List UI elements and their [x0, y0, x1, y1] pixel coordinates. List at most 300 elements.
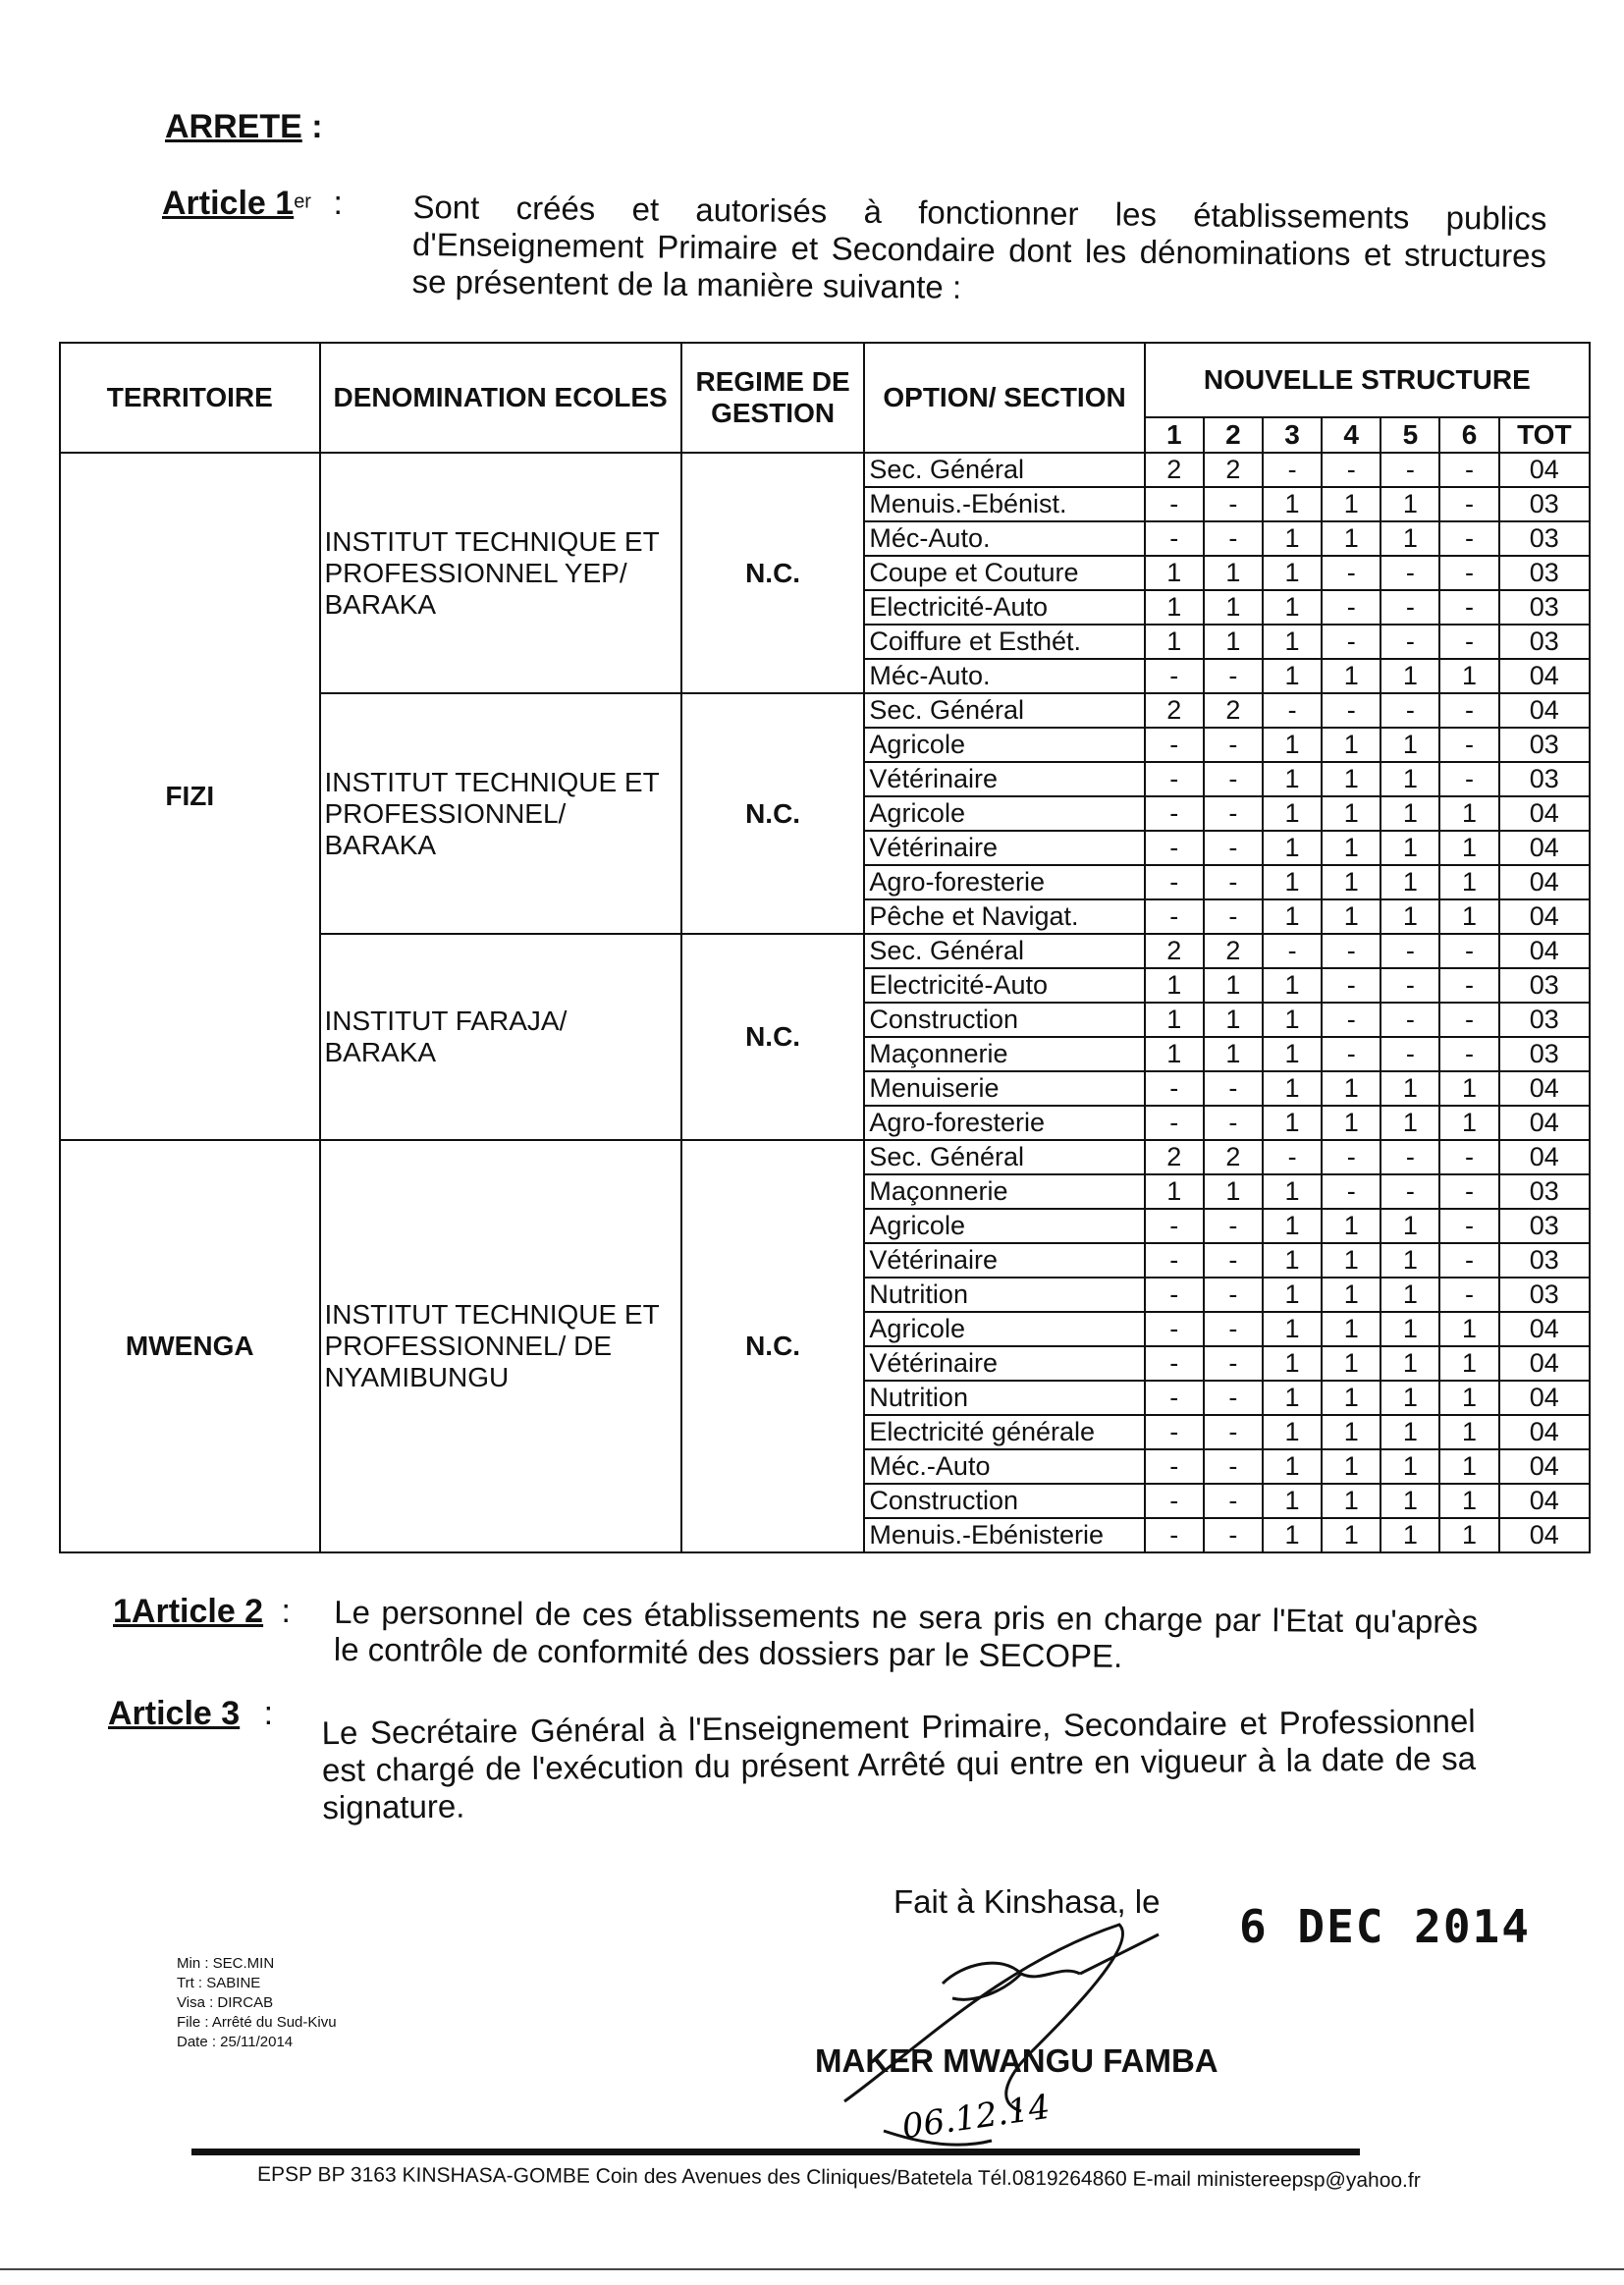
option-cell: Agricole [864, 796, 1144, 831]
structure-cell: 1 [1380, 728, 1439, 762]
structure-cell: 1 [1263, 1037, 1322, 1071]
structure-cell: 1 [1380, 1381, 1439, 1415]
structure-cell: 1 [1439, 1415, 1498, 1449]
table-row [60, 1140, 1590, 1174]
structure-cell: 1 [1263, 1243, 1322, 1278]
option-cell: Sec. Général [864, 934, 1144, 968]
header-col-4: 4 [1322, 417, 1380, 453]
handwritten-signature [825, 1905, 1237, 2160]
structure-cell: - [1439, 1037, 1498, 1071]
structure-cell: - [1439, 728, 1498, 762]
option-cell: Sec. Général [864, 453, 1144, 487]
header-denomination: DENOMINATION ECOLES [320, 343, 681, 453]
structure-cell: 1 [1322, 1484, 1380, 1518]
structure-cell: - [1145, 1381, 1204, 1415]
structure-cell: - [1204, 762, 1263, 796]
option-cell: Agro-foresterie [864, 865, 1144, 899]
reference-min: Min : SEC.MIN [177, 1955, 275, 1972]
option-cell: Vétérinaire [864, 1346, 1144, 1381]
structure-cell: - [1145, 1209, 1204, 1243]
structure-cell: 1 [1263, 1484, 1322, 1518]
header-col-3: 3 [1263, 417, 1322, 453]
footer-rule [191, 2149, 1360, 2155]
page-bottom-rule [0, 2268, 1624, 2270]
structure-cell: 1 [1439, 659, 1498, 693]
total-cell: 04 [1499, 1346, 1590, 1381]
total-cell: 03 [1499, 1003, 1590, 1037]
article-3-text: Le Secrétaire Général à l'Enseignement Primaire, Secondaire et Professionnel est chargé de l'exécution du présent Arrêté qui entre en vigueur à la date de sa signature. [321, 1702, 1477, 1826]
total-cell: 04 [1499, 1449, 1590, 1484]
structure-cell: 1 [1145, 1174, 1204, 1209]
structure-cell: - [1145, 1346, 1204, 1381]
table-body [60, 453, 1590, 1552]
header-option: OPTION/ SECTION [864, 343, 1144, 453]
structure-cell: 1 [1145, 968, 1204, 1003]
total-cell: 04 [1499, 865, 1590, 899]
territory-cell: MWENGA [60, 1140, 320, 1552]
option-cell: Méc-Auto. [864, 659, 1144, 693]
total-cell: 03 [1499, 1174, 1590, 1209]
structure-cell: - [1204, 1449, 1263, 1484]
structure-cell: 1 [1380, 762, 1439, 796]
header-structure: NOUVELLE STRUCTURE [1145, 343, 1590, 417]
structure-cell: 1 [1322, 1518, 1380, 1552]
total-cell: 04 [1499, 1071, 1590, 1106]
structure-cell: - [1380, 968, 1439, 1003]
structure-cell: - [1439, 934, 1498, 968]
structure-cell: - [1380, 590, 1439, 625]
total-cell: 03 [1499, 1209, 1590, 1243]
structure-cell: 1 [1439, 1346, 1498, 1381]
total-cell: 03 [1499, 590, 1590, 625]
structure-cell: 2 [1204, 1140, 1263, 1174]
structure-cell: - [1322, 1003, 1380, 1037]
structure-cell: 1 [1145, 1037, 1204, 1071]
structure-cell: - [1439, 521, 1498, 556]
structure-cell: 1 [1263, 1346, 1322, 1381]
option-cell: Coupe et Couture [864, 556, 1144, 590]
structure-cell: 1 [1263, 1106, 1322, 1140]
option-cell: Menuis.-Ebénist. [864, 487, 1144, 521]
structure-cell: - [1439, 625, 1498, 659]
structure-cell: - [1204, 865, 1263, 899]
structure-cell: - [1204, 1518, 1263, 1552]
structure-cell: - [1204, 521, 1263, 556]
structure-cell: - [1263, 453, 1322, 487]
header-col-1: 1 [1145, 417, 1204, 453]
school-name-cell: INSTITUT TECHNIQUE ET PROFESSIONNEL/ DE NYAMIBUNGU [320, 1140, 681, 1552]
structure-cell: - [1204, 1312, 1263, 1346]
structure-cell: 1 [1380, 659, 1439, 693]
structure-cell: 1 [1380, 1518, 1439, 1552]
stamp-date: 6 DEC 2014 [1239, 1900, 1531, 1953]
structure-cell: 1 [1263, 659, 1322, 693]
structure-cell: - [1204, 1243, 1263, 1278]
structure-cell: - [1322, 590, 1380, 625]
total-cell: 04 [1499, 693, 1590, 728]
total-cell: 04 [1499, 1140, 1590, 1174]
document-heading [165, 108, 323, 146]
structure-cell: - [1380, 1140, 1439, 1174]
structure-cell: 2 [1204, 934, 1263, 968]
structure-cell: 1 [1322, 831, 1380, 865]
structure-cell: - [1263, 693, 1322, 728]
structure-cell: 1 [1322, 865, 1380, 899]
header-col-2: 2 [1204, 417, 1263, 453]
structure-cell: 1 [1439, 1071, 1498, 1106]
total-cell: 04 [1499, 659, 1590, 693]
structure-cell: - [1145, 796, 1204, 831]
structure-cell: - [1380, 453, 1439, 487]
regime-cell: N.C. [681, 934, 865, 1140]
structure-cell: - [1204, 1381, 1263, 1415]
reference-trt: Trt : SABINE [177, 1975, 261, 1991]
structure-cell: 1 [1263, 899, 1322, 934]
article-2-label: 1Article 2 [113, 1593, 264, 1630]
total-cell: 03 [1499, 728, 1590, 762]
structure-cell: 1 [1380, 1346, 1439, 1381]
reference-date: Date : 25/11/2014 [177, 2034, 294, 2050]
article-2-colon: : [281, 1593, 291, 1630]
structure-cell: 1 [1439, 1106, 1498, 1140]
structure-cell: 1 [1322, 659, 1380, 693]
structure-cell: 1 [1322, 1243, 1380, 1278]
structure-cell: - [1380, 934, 1439, 968]
article-3-label: Article 3 [108, 1695, 241, 1732]
structure-cell: 1 [1322, 1278, 1380, 1312]
structure-cell: 1 [1380, 831, 1439, 865]
structure-cell: 1 [1322, 762, 1380, 796]
regime-cell: N.C. [681, 453, 865, 693]
structure-cell: - [1145, 865, 1204, 899]
structure-cell: - [1439, 1243, 1498, 1278]
option-cell: Maçonnerie [864, 1037, 1144, 1071]
total-cell: 04 [1499, 831, 1590, 865]
heading-colon: : [311, 108, 323, 145]
structure-cell: - [1439, 693, 1498, 728]
structure-cell: - [1204, 728, 1263, 762]
structure-cell: 1 [1380, 1071, 1439, 1106]
structure-cell: 1 [1380, 1243, 1439, 1278]
establishments-table [59, 342, 1591, 1553]
structure-cell: - [1439, 1209, 1498, 1243]
structure-cell: 2 [1145, 453, 1204, 487]
structure-cell: - [1145, 1312, 1204, 1346]
option-cell: Electricité-Auto [864, 968, 1144, 1003]
reference-file: File : Arrêté du Sud-Kivu [177, 2014, 337, 2031]
structure-cell: 1 [1439, 1484, 1498, 1518]
total-cell: 04 [1499, 1381, 1590, 1415]
structure-cell: 1 [1263, 556, 1322, 590]
article-1-sup: er [294, 190, 311, 213]
reference-block [177, 1954, 337, 2052]
structure-cell: 1 [1204, 556, 1263, 590]
structure-cell: 1 [1145, 1003, 1204, 1037]
structure-cell: 1 [1263, 968, 1322, 1003]
structure-cell: - [1204, 1209, 1263, 1243]
structure-cell: 1 [1322, 521, 1380, 556]
structure-cell: 1 [1322, 1381, 1380, 1415]
option-cell: Electricité-Auto [864, 590, 1144, 625]
structure-cell: - [1380, 1037, 1439, 1071]
structure-cell: 1 [1263, 1381, 1322, 1415]
total-cell: 04 [1499, 1415, 1590, 1449]
structure-cell: 1 [1145, 590, 1204, 625]
structure-cell: 1 [1380, 1449, 1439, 1484]
structure-cell: - [1322, 556, 1380, 590]
option-cell: Coiffure et Esthét. [864, 625, 1144, 659]
structure-cell: 1 [1263, 487, 1322, 521]
header-col-tot: TOT [1499, 417, 1590, 453]
article-2-text: Le personnel de ces établissements ne sera pris en charge par l'Etat qu'après le contrôle de conformité des dossiers par le SECOPE. [333, 1593, 1479, 1674]
structure-cell: 1 [1380, 899, 1439, 934]
structure-cell: 1 [1145, 556, 1204, 590]
structure-cell: - [1145, 762, 1204, 796]
structure-cell: 1 [1204, 1174, 1263, 1209]
structure-cell: 1 [1322, 1346, 1380, 1381]
signature-place: Fait à Kinshasa, le [893, 1883, 1161, 1920]
structure-cell: - [1439, 590, 1498, 625]
signatory-name: MAKER MWANGU FAMBA [815, 2042, 1218, 2079]
structure-cell: - [1322, 1140, 1380, 1174]
structure-cell: 1 [1322, 1415, 1380, 1449]
structure-cell: - [1322, 453, 1380, 487]
structure-cell: - [1322, 1037, 1380, 1071]
regime-cell: N.C. [681, 1140, 865, 1552]
structure-cell: 1 [1263, 1312, 1322, 1346]
option-cell: Méc-Auto. [864, 521, 1144, 556]
total-cell: 03 [1499, 1037, 1590, 1071]
structure-cell: 1 [1263, 625, 1322, 659]
option-cell: Méc.-Auto [864, 1449, 1144, 1484]
structure-cell: - [1439, 1003, 1498, 1037]
structure-cell: - [1145, 1449, 1204, 1484]
article-1-colon: : [333, 185, 343, 222]
structure-cell: 2 [1204, 453, 1263, 487]
structure-cell: - [1145, 1071, 1204, 1106]
structure-cell: - [1439, 487, 1498, 521]
structure-cell: - [1204, 1415, 1263, 1449]
structure-cell: 1 [1380, 1209, 1439, 1243]
structure-cell: 1 [1204, 1037, 1263, 1071]
total-cell: 04 [1499, 796, 1590, 831]
structure-cell: 1 [1439, 1381, 1498, 1415]
structure-cell: 1 [1263, 1209, 1322, 1243]
header-territoire: TERRITOIRE [60, 343, 320, 453]
article-3-colon: : [263, 1695, 274, 1732]
structure-cell: 1 [1263, 590, 1322, 625]
structure-cell: 1 [1263, 831, 1322, 865]
structure-cell: 1 [1322, 1106, 1380, 1140]
structure-cell: - [1204, 1278, 1263, 1312]
total-cell: 04 [1499, 453, 1590, 487]
total-cell: 03 [1499, 762, 1590, 796]
school-name-cell: INSTITUT FARAJA/ BARAKA [320, 934, 681, 1140]
structure-cell: 1 [1204, 590, 1263, 625]
structure-cell: 1 [1322, 796, 1380, 831]
territory-cell: FIZI [60, 453, 320, 1140]
structure-cell: 1 [1439, 1449, 1498, 1484]
structure-cell: - [1439, 453, 1498, 487]
structure-cell: 1 [1322, 1449, 1380, 1484]
structure-cell: 1 [1263, 762, 1322, 796]
school-name-cell: INSTITUT TECHNIQUE ET PROFESSIONNEL YEP/ BARAKA [320, 453, 681, 693]
structure-cell: - [1204, 899, 1263, 934]
table-row [60, 453, 1590, 487]
structure-cell: - [1204, 1346, 1263, 1381]
structure-cell: - [1145, 1106, 1204, 1140]
structure-cell: - [1204, 1106, 1263, 1140]
option-cell: Sec. Général [864, 1140, 1144, 1174]
option-cell: Nutrition [864, 1381, 1144, 1415]
structure-cell: - [1322, 968, 1380, 1003]
article-1-text: Sont créés et autorisés à fonctionner les établissements publics d'Enseignement Primaire et Secondaire dont les dénominations et structures se présentent de la manière suivante : [411, 188, 1547, 305]
structure-cell: - [1380, 1174, 1439, 1209]
structure-cell: 1 [1439, 865, 1498, 899]
header-col-5: 5 [1380, 417, 1439, 453]
total-cell: 04 [1499, 1518, 1590, 1552]
total-cell: 03 [1499, 521, 1590, 556]
option-cell: Vétérinaire [864, 831, 1144, 865]
total-cell: 04 [1499, 899, 1590, 934]
structure-cell: 1 [1439, 1312, 1498, 1346]
article-2-label-block [113, 1593, 291, 1631]
total-cell: 04 [1499, 1106, 1590, 1140]
structure-cell: - [1204, 1071, 1263, 1106]
structure-cell: 1 [1263, 1415, 1322, 1449]
option-cell: Agricole [864, 1312, 1144, 1346]
structure-cell: - [1439, 556, 1498, 590]
total-cell: 03 [1499, 1278, 1590, 1312]
structure-cell: 1 [1380, 521, 1439, 556]
structure-cell: - [1204, 796, 1263, 831]
structure-cell: 1 [1380, 1484, 1439, 1518]
school-name-cell: INSTITUT TECHNIQUE ET PROFESSIONNEL/ BARAKA [320, 693, 681, 934]
structure-cell: 1 [1322, 1312, 1380, 1346]
total-cell: 03 [1499, 1243, 1590, 1278]
structure-cell: 1 [1322, 1209, 1380, 1243]
structure-cell: - [1263, 934, 1322, 968]
option-cell: Electricité générale [864, 1415, 1144, 1449]
structure-cell: - [1439, 968, 1498, 1003]
structure-cell: 2 [1145, 934, 1204, 968]
structure-cell: 1 [1263, 728, 1322, 762]
reference-visa: Visa : DIRCAB [177, 1994, 274, 2011]
structure-cell: - [1439, 1174, 1498, 1209]
structure-cell: - [1380, 1003, 1439, 1037]
structure-cell: 1 [1380, 1278, 1439, 1312]
structure-cell: - [1145, 521, 1204, 556]
structure-cell: - [1145, 487, 1204, 521]
structure-cell: 1 [1263, 796, 1322, 831]
header-regime: REGIME DE GESTION [681, 343, 865, 453]
heading-title: ARRETE [165, 108, 302, 145]
structure-cell: 1 [1204, 968, 1263, 1003]
structure-cell: 1 [1145, 625, 1204, 659]
total-cell: 04 [1499, 934, 1590, 968]
total-cell: 03 [1499, 556, 1590, 590]
structure-cell: 1 [1380, 796, 1439, 831]
structure-cell: - [1439, 1278, 1498, 1312]
structure-cell: 1 [1380, 1106, 1439, 1140]
structure-cell: 1 [1263, 1071, 1322, 1106]
total-cell: 04 [1499, 1484, 1590, 1518]
option-cell: Agro-foresterie [864, 1106, 1144, 1140]
structure-cell: - [1439, 1140, 1498, 1174]
structure-cell: 1 [1439, 831, 1498, 865]
structure-cell: 2 [1204, 693, 1263, 728]
structure-cell: 1 [1380, 1312, 1439, 1346]
structure-cell: - [1204, 831, 1263, 865]
footer-address: EPSP BP 3163 KINSHASA-GOMBE Coin des Avenues des Cliniques/Batetela Tél.0819264860 E-mail ministereepsp@yahoo.fr [256, 2162, 1421, 2193]
regime-cell: N.C. [681, 693, 865, 934]
structure-cell: - [1204, 1484, 1263, 1518]
structure-cell: 1 [1263, 521, 1322, 556]
option-cell: Construction [864, 1484, 1144, 1518]
structure-cell: 1 [1380, 865, 1439, 899]
total-cell: 03 [1499, 968, 1590, 1003]
article-3-label-block [108, 1695, 273, 1733]
option-cell: Sec. Général [864, 693, 1144, 728]
structure-cell: 1 [1263, 865, 1322, 899]
handwritten-date: 06.12.14 [899, 2087, 1053, 2148]
option-cell: Menuis.-Ebénisterie [864, 1518, 1144, 1552]
option-cell: Maçonnerie [864, 1174, 1144, 1209]
structure-cell: 1 [1380, 487, 1439, 521]
total-cell: 03 [1499, 625, 1590, 659]
structure-cell: 1 [1439, 1518, 1498, 1552]
structure-cell: 1 [1263, 1449, 1322, 1484]
structure-cell: - [1145, 899, 1204, 934]
structure-cell: 1 [1263, 1174, 1322, 1209]
article-1-label-block [162, 185, 343, 223]
structure-cell: - [1145, 659, 1204, 693]
option-cell: Nutrition [864, 1278, 1144, 1312]
structure-cell: - [1322, 1174, 1380, 1209]
structure-cell: 1 [1380, 1415, 1439, 1449]
structure-cell: 1 [1439, 796, 1498, 831]
structure-cell: - [1322, 934, 1380, 968]
article-1-label: Article 1 [162, 185, 295, 222]
structure-cell: 1 [1439, 899, 1498, 934]
structure-cell: 1 [1322, 728, 1380, 762]
structure-cell: - [1380, 625, 1439, 659]
structure-cell: - [1145, 1484, 1204, 1518]
option-cell: Agricole [864, 728, 1144, 762]
option-cell: Vétérinaire [864, 1243, 1144, 1278]
structure-cell: 1 [1263, 1278, 1322, 1312]
total-cell: 03 [1499, 487, 1590, 521]
structure-cell: 2 [1145, 1140, 1204, 1174]
structure-cell: - [1145, 1518, 1204, 1552]
structure-cell: - [1145, 1278, 1204, 1312]
option-cell: Construction [864, 1003, 1144, 1037]
option-cell: Agricole [864, 1209, 1144, 1243]
structure-cell: 1 [1263, 1003, 1322, 1037]
structure-cell: 1 [1263, 1518, 1322, 1552]
option-cell: Vétérinaire [864, 762, 1144, 796]
structure-cell: - [1145, 728, 1204, 762]
structure-cell: - [1145, 1415, 1204, 1449]
structure-cell: 2 [1145, 693, 1204, 728]
structure-cell: - [1145, 831, 1204, 865]
total-cell: 04 [1499, 1312, 1590, 1346]
structure-cell: - [1263, 1140, 1322, 1174]
structure-cell: - [1439, 762, 1498, 796]
option-cell: Menuiserie [864, 1071, 1144, 1106]
option-cell: Pêche et Navigat. [864, 899, 1144, 934]
structure-cell: 1 [1322, 899, 1380, 934]
